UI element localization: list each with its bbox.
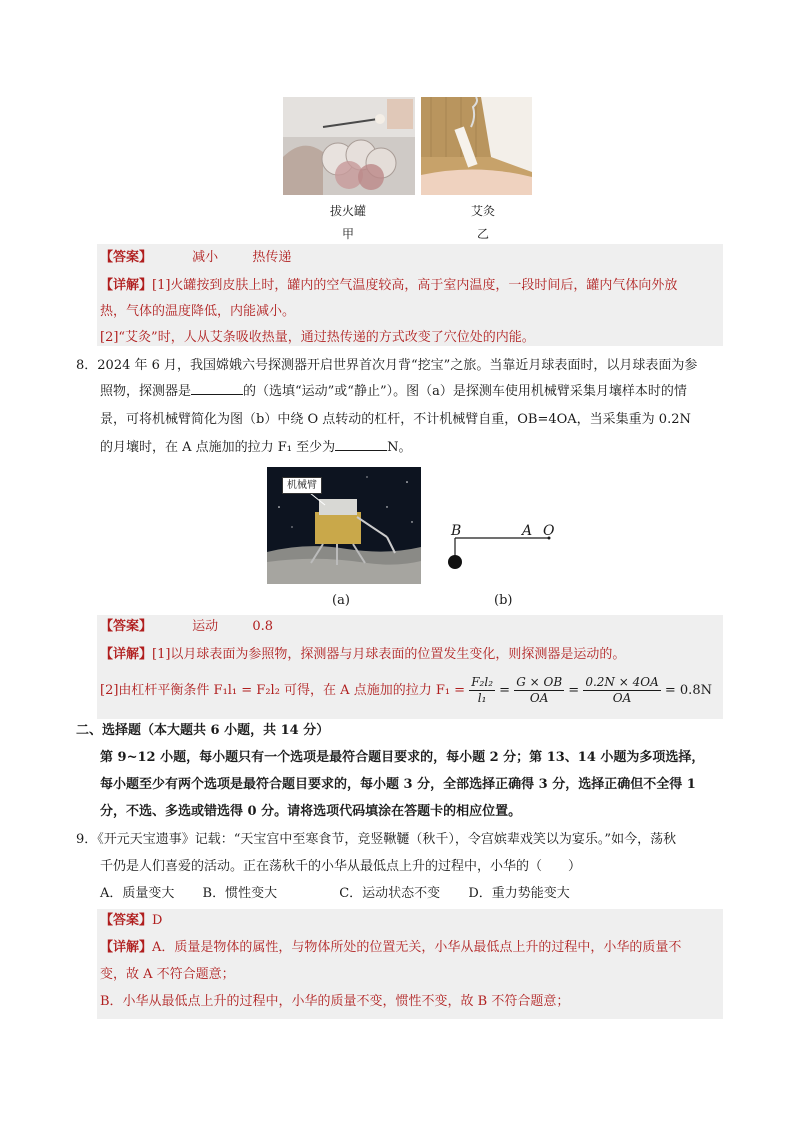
fraction-3 — [583, 675, 660, 706]
q9-line2: 千仍是人们喜爱的活动。正在荡秋千的小华从最低点上升的过程中，小华的（ ） — [100, 859, 582, 874]
q9-answer-line — [100, 909, 162, 933]
fraction-1 — [469, 675, 495, 706]
fraction-result: = 0.8N — [664, 683, 712, 698]
q7-answer-2: 热传递 — [252, 250, 292, 265]
photo-cupping — [283, 97, 415, 195]
moon-soil-weight — [448, 555, 462, 569]
fraction-3-num: 0.2N × 4OA — [585, 675, 659, 689]
photo-moxibustion — [421, 97, 532, 195]
fraction-3-den: OA — [612, 691, 632, 705]
q7-detail-line2: 热，气体的温度降低，内能减小。 — [100, 304, 296, 319]
section-2-rule-line1: 第 9~12 小题，每小题只有一个选项是最符合题目要求的，每小题 2 分；第 13、14 小题为多项选择， — [100, 750, 705, 765]
q9-answer: D — [152, 913, 163, 928]
q8-line4a: 的月壤时，在 A 点施加的拉力 F₁ 至少为 — [100, 440, 336, 455]
q8-detail-line2: [2]由杠杆平衡条件 F₁l₁ = F₂l₂ 可得，在 A 点施加的拉力 F₁ = $\frac{\text{F₂l₂}}{\text{l₁}}$ = $\frac{G \times OB}{OA}$ = $\frac{0.2N \times 4OA}{OA}$ = 0.8N — [100, 675, 712, 705]
fraction-1-num: F₂l₂ — [471, 675, 494, 689]
q9-option-d: D．重力势能变大 — [468, 886, 570, 901]
lever-label-O: O — [543, 523, 555, 539]
caption-moxibustion: 艾灸 — [470, 204, 495, 218]
detail-tag: 【详解】 — [100, 940, 153, 955]
q8-line2a: 照物，探测器是 — [100, 384, 192, 399]
answer-tag: 【答案】 — [100, 250, 153, 265]
detail-tag: 【详解】 — [100, 278, 153, 293]
robot-arm-label-text: 机械臂 — [287, 480, 317, 491]
q9-option-b: B．惯性变大 — [202, 886, 278, 901]
q8-blank-1 — [191, 380, 243, 395]
q9-option-c: C．运动状态不变 — [339, 886, 441, 901]
q8-line4 — [100, 436, 412, 460]
answer-tag: 【答案】 — [100, 619, 153, 634]
q8-line2 — [100, 380, 687, 404]
q9-option-a: A．质量变大 — [100, 886, 175, 901]
fraction-2-num: G × OB — [516, 675, 563, 689]
lever-label-A: A — [522, 523, 533, 539]
q8-answer-2: 0.8 — [252, 619, 273, 634]
fraction-2-den: OA — [529, 691, 549, 705]
q7-detail-line1 — [100, 274, 677, 298]
q9-detail-text1: A．质量是物体的属性，与物体所处的位置无关，小华从最低点上升的过程中，小华的质量不 — [152, 940, 682, 955]
q8-answer-line — [100, 615, 273, 639]
fraction-1-den: l₁ — [477, 691, 487, 705]
q8-line1: 8．2024 年 6 月，我国嫦娥六号探测器开启世界首次月背“挖宝”之旅。当靠近月球表面时，以月球表面为参 — [76, 358, 698, 373]
section-2-title: 二、选择题（本大题共 6 小题，共 14 分） — [76, 723, 330, 738]
caption-fig-a: (a) — [332, 593, 350, 608]
q7-answer-1: 减小 — [192, 250, 219, 265]
q9-line1: 9．《开元天宝遗事》记载：“天宝宫中至寒食节，竞竖鞦韆（秋千），令宫嫔辈戏笑以为宴乐。”如今，荡秋 — [76, 832, 677, 847]
q8-blank-2 — [335, 436, 387, 451]
q9-detail-line2: 变，故 A 不符合题意； — [100, 967, 235, 982]
caption-fig-b: (b) — [494, 593, 513, 608]
q9-detail-line3: B．小华从最低点上升的过程中，小华的质量不变，惯性不变，故 B 不符合题意； — [100, 994, 570, 1009]
detail-tag: 【详解】 — [100, 647, 153, 662]
q8-line3: 景，可将机械臂简化为图（b）中绕 O 点转动的杠杆，不计机械臂自重，OB=4OA，当采集重为 0.2N — [100, 412, 691, 427]
q8-detail-line1 — [100, 643, 625, 667]
section-2-rule-line2: 每小题至少有两个选项是最符合题目要求的，每小题 3 分，全部选择正确得 3 分，选择正确但不全得 1 — [100, 777, 696, 792]
q9-options — [100, 882, 570, 906]
q7-detail-line3: [2]“艾灸”时，人从艾条吸收热量，通过热传递的方式改变了穴位处的内能。 — [100, 330, 535, 345]
caption-cupping: 拔火罐 — [329, 204, 366, 218]
q7-detail-text1: [1]火罐按到皮肤上时，罐内的空气温度较高，高于室内温度，一段时间后，罐内气体向外放 — [152, 278, 678, 293]
q8-line4b: N。 — [387, 440, 412, 455]
robot-arm-label — [282, 477, 322, 494]
label-yi: 乙 — [476, 227, 489, 241]
section-2-rule-line3: 分，不选、多选或错选得 0 分。请将选项代码填涂在答题卡的相应位置。 — [100, 804, 522, 819]
q8-detail-text1: [1]以月球表面为参照物，探测器与月球表面的位置发生变化，则探测器是运动的。 — [152, 647, 626, 662]
q7-answer-line — [100, 246, 291, 270]
answer-tag: 【答案】 — [100, 913, 153, 928]
lever-label-B: B — [451, 523, 462, 539]
q8-detail-text2: [2]由杠杆平衡条件 F₁l₁ = F₂l₂ 可得，在 A 点施加的拉力 F₁ = — [100, 683, 466, 698]
label-jia: 甲 — [341, 227, 354, 241]
q8-answer-1: 运动 — [192, 619, 219, 634]
fraction-2 — [514, 675, 564, 706]
q8-line2b: 的（选填“运动”或“静止”）。图（a）是探测车使用机械臂采集月壤样本时的情 — [243, 384, 687, 399]
q9-detail-line1 — [100, 936, 681, 960]
